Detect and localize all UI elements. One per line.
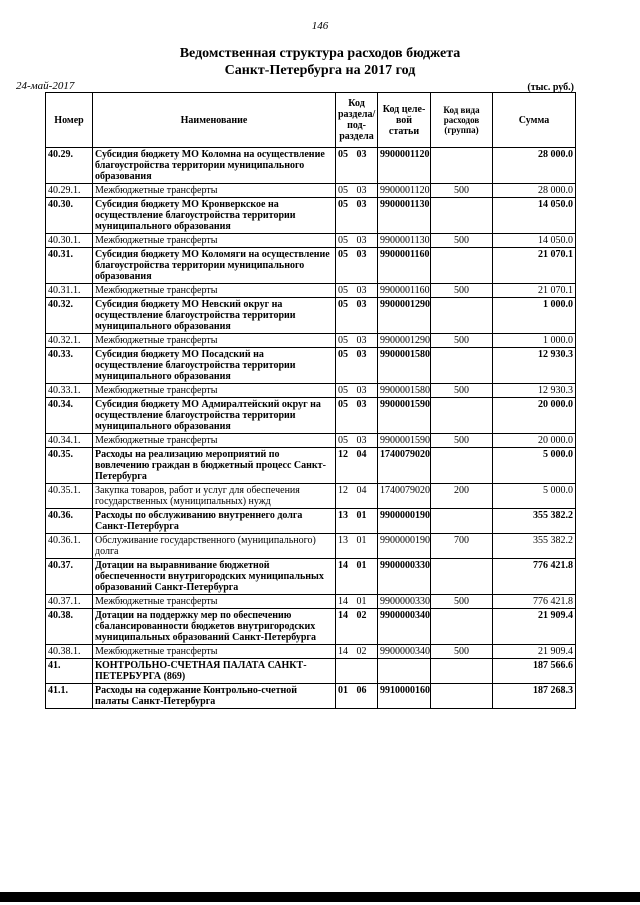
header-name: Наименование: [93, 93, 336, 148]
row-sum: 28 000.0: [493, 148, 576, 184]
budget-table: [45, 92, 576, 709]
row-article-code: 9900001120: [378, 148, 431, 184]
row-name: Субсидия бюджету МО Коломна на осуществление благоустройства территории муниципального образования: [93, 148, 336, 184]
row-article-code: 9900000330: [378, 559, 431, 595]
row-section-code: 12 04: [336, 448, 378, 484]
row-sum: 12 930.3: [493, 348, 576, 384]
row-article-code: 1740079020: [378, 448, 431, 484]
row-number: 41.: [46, 659, 93, 684]
row-expense-kind: [431, 559, 493, 595]
row-article-code: 9900001130: [378, 198, 431, 234]
row-number: 40.32.1.: [46, 334, 93, 348]
row-section-code: [336, 659, 378, 684]
row-article-code: 9900000330: [378, 595, 431, 609]
title-line-1: Ведомственная структура расходов бюджета: [179, 46, 461, 61]
row-section-code: 14 02: [336, 609, 378, 645]
row-number: 40.35.: [46, 448, 93, 484]
row-name: Субсидия бюджету МО Посадский на осуществление благоустройства территории муниципального образования: [93, 348, 336, 384]
row-expense-kind: [431, 248, 493, 284]
row-sum: 21 909.4: [493, 645, 576, 659]
table-row: [46, 484, 576, 509]
row-name: Межбюджетные трансферты: [93, 595, 336, 609]
header-article-code: Код целе-вой статьи: [378, 93, 431, 148]
table-row: [46, 384, 576, 398]
header-expense-kind: Код вида расходов (группа): [431, 93, 493, 148]
row-sum: 28 000.0: [493, 184, 576, 198]
row-section-code: 13 01: [336, 534, 378, 559]
table-header-row: [46, 93, 576, 148]
row-section-code: 12 04: [336, 484, 378, 509]
row-sum: 12 930.3: [493, 384, 576, 398]
row-name: Межбюджетные трансферты: [93, 284, 336, 298]
row-article-code: [378, 659, 431, 684]
row-section-code: 05 03: [336, 434, 378, 448]
row-sum: 14 050.0: [493, 198, 576, 234]
row-section-code: 05 03: [336, 148, 378, 184]
table-row: [46, 198, 576, 234]
row-expense-kind: [431, 198, 493, 234]
row-number: 40.36.: [46, 509, 93, 534]
table-row: [46, 148, 576, 184]
row-name: Межбюджетные трансферты: [93, 384, 336, 398]
table-row: [46, 659, 576, 684]
row-expense-kind: 500: [431, 595, 493, 609]
row-sum: 21 070.1: [493, 284, 576, 298]
document-title: [0, 45, 640, 79]
table-row: [46, 284, 576, 298]
row-expense-kind: [431, 348, 493, 384]
row-number: 40.33.1.: [46, 384, 93, 398]
table-row: [46, 645, 576, 659]
row-section-code: 05 03: [336, 234, 378, 248]
row-article-code: 9900001120: [378, 184, 431, 198]
row-article-code: 9910000160: [378, 684, 431, 709]
row-sum: 776 421.8: [493, 559, 576, 595]
row-sum: 355 382.2: [493, 509, 576, 534]
row-expense-kind: [431, 298, 493, 334]
row-sum: 5 000.0: [493, 448, 576, 484]
row-name: Межбюджетные трансферты: [93, 434, 336, 448]
row-section-code: 05 03: [336, 284, 378, 298]
units-label: (тыс. руб.): [527, 82, 574, 93]
row-name: Обслуживание государственного (муниципального) долга: [93, 534, 336, 559]
row-sum: 776 421.8: [493, 595, 576, 609]
row-name: КОНТРОЛЬНО-СЧЕТНАЯ ПАЛАТА САНКТ-ПЕТЕРБУРГА (869): [93, 659, 336, 684]
row-number: 40.36.1.: [46, 534, 93, 559]
table-body: [46, 148, 576, 709]
row-name: Межбюджетные трансферты: [93, 234, 336, 248]
row-article-code: 9900001590: [378, 398, 431, 434]
row-expense-kind: 500: [431, 234, 493, 248]
row-article-code: 9900001580: [378, 348, 431, 384]
row-number: 40.35.1.: [46, 484, 93, 509]
table-row: [46, 348, 576, 384]
row-number: 40.32.: [46, 298, 93, 334]
row-name: Дотации на выравнивание бюджетной обеспеченности внутригородских муниципальных образований Санкт-Петербурга: [93, 559, 336, 595]
table-row: [46, 448, 576, 484]
row-sum: 21 070.1: [493, 248, 576, 284]
row-number: 40.30.: [46, 198, 93, 234]
row-number: 40.38.: [46, 609, 93, 645]
header-section-code: Код раздела/ под-раздела: [336, 93, 378, 148]
table-row: [46, 298, 576, 334]
table-row: [46, 334, 576, 348]
row-sum: 20 000.0: [493, 398, 576, 434]
header-number: Номер: [46, 93, 93, 148]
row-sum: 21 909.4: [493, 609, 576, 645]
table-row: [46, 595, 576, 609]
row-name: Субсидия бюджету МО Кронверкское на осуществление благоустройства территории муниципального образования: [93, 198, 336, 234]
row-expense-kind: 500: [431, 645, 493, 659]
table-row: [46, 509, 576, 534]
row-name: Субсидия бюджету МО Невский округ на осуществление благоустройства территории муниципального образования: [93, 298, 336, 334]
row-section-code: 05 03: [336, 334, 378, 348]
row-number: 40.31.: [46, 248, 93, 284]
row-expense-kind: 500: [431, 284, 493, 298]
table-row: [46, 398, 576, 434]
row-article-code: 9900000340: [378, 645, 431, 659]
row-section-code: 05 03: [336, 298, 378, 334]
row-section-code: 05 03: [336, 348, 378, 384]
row-section-code: 13 01: [336, 509, 378, 534]
row-sum: 355 382.2: [493, 534, 576, 559]
row-number: 40.33.: [46, 348, 93, 384]
row-sum: 20 000.0: [493, 434, 576, 448]
row-article-code: 9900001290: [378, 334, 431, 348]
row-name: Субсидия бюджету МО Коломяги на осуществление благоустройства территории муниципального образования: [93, 248, 336, 284]
row-number: 40.34.: [46, 398, 93, 434]
table-row: [46, 184, 576, 198]
row-number: 40.31.1.: [46, 284, 93, 298]
row-expense-kind: 500: [431, 384, 493, 398]
row-section-code: 05 03: [336, 198, 378, 234]
row-expense-kind: [431, 684, 493, 709]
row-article-code: 9900001160: [378, 284, 431, 298]
table-row: [46, 684, 576, 709]
row-number: 40.37.1.: [46, 595, 93, 609]
table-row: [46, 234, 576, 248]
row-expense-kind: [431, 609, 493, 645]
row-section-code: 05 03: [336, 398, 378, 434]
table-row: [46, 534, 576, 559]
row-name: Расходы на реализацию мероприятий по вовлечению граждан в бюджетный процесс Санкт-Петербурга: [93, 448, 336, 484]
row-section-code: 01 06: [336, 684, 378, 709]
row-expense-kind: [431, 659, 493, 684]
table-row: [46, 434, 576, 448]
row-number: 40.29.: [46, 148, 93, 184]
row-article-code: 9900001130: [378, 234, 431, 248]
row-expense-kind: [431, 148, 493, 184]
row-number: 40.38.1.: [46, 645, 93, 659]
table-row: [46, 248, 576, 284]
row-section-code: 05 03: [336, 384, 378, 398]
row-article-code: 9900000190: [378, 509, 431, 534]
row-name: Субсидия бюджету МО Адмиралтейский округ на осуществление благоустройства территории муниципального образования: [93, 398, 336, 434]
page-number: 146: [311, 20, 329, 32]
row-sum: 187 566.6: [493, 659, 576, 684]
title-line-2: Санкт-Петербурга на 2017 год: [224, 63, 416, 78]
row-expense-kind: 700: [431, 534, 493, 559]
row-article-code: 9900001580: [378, 384, 431, 398]
row-name: Расходы по обслуживанию внутреннего долга Санкт-Петербурга: [93, 509, 336, 534]
row-expense-kind: 500: [431, 434, 493, 448]
row-expense-kind: 500: [431, 184, 493, 198]
row-expense-kind: [431, 448, 493, 484]
row-section-code: 14 01: [336, 595, 378, 609]
row-article-code: 9900001290: [378, 298, 431, 334]
header-sum: Сумма: [493, 93, 576, 148]
row-article-code: 9900001160: [378, 248, 431, 284]
row-name: Межбюджетные трансферты: [93, 645, 336, 659]
row-section-code: 14 01: [336, 559, 378, 595]
row-sum: 5 000.0: [493, 484, 576, 509]
row-sum: 1 000.0: [493, 298, 576, 334]
row-name: Закупка товаров, работ и услуг для обеспечения государственных (муниципальных) нужд: [93, 484, 336, 509]
row-sum: 187 268.3: [493, 684, 576, 709]
row-sum: 14 050.0: [493, 234, 576, 248]
row-section-code: 05 03: [336, 248, 378, 284]
row-expense-kind: 200: [431, 484, 493, 509]
row-number: 40.30.1.: [46, 234, 93, 248]
table-row: [46, 559, 576, 595]
row-article-code: 9900000190: [378, 534, 431, 559]
document-date: 24-май-2017: [16, 80, 75, 92]
row-name: Дотации на поддержку мер по обеспечению сбалансированности бюджетов внутригородских муниципальных образований Санкт-Петербурга: [93, 609, 336, 645]
row-expense-kind: [431, 509, 493, 534]
row-section-code: 14 02: [336, 645, 378, 659]
row-article-code: 9900001590: [378, 434, 431, 448]
row-name: Межбюджетные трансферты: [93, 184, 336, 198]
row-expense-kind: 500: [431, 334, 493, 348]
row-section-code: 05 03: [336, 184, 378, 198]
row-number: 41.1.: [46, 684, 93, 709]
row-expense-kind: [431, 398, 493, 434]
row-name: Межбюджетные трансферты: [93, 334, 336, 348]
table-row: [46, 609, 576, 645]
row-number: 40.29.1.: [46, 184, 93, 198]
row-article-code: 9900000340: [378, 609, 431, 645]
row-number: 40.34.1.: [46, 434, 93, 448]
row-article-code: 1740079020: [378, 484, 431, 509]
row-sum: 1 000.0: [493, 334, 576, 348]
scan-bottom-border: [0, 892, 640, 902]
row-number: 40.37.: [46, 559, 93, 595]
row-name: Расходы на содержание Контрольно-счетной палаты Санкт-Петербурга: [93, 684, 336, 709]
